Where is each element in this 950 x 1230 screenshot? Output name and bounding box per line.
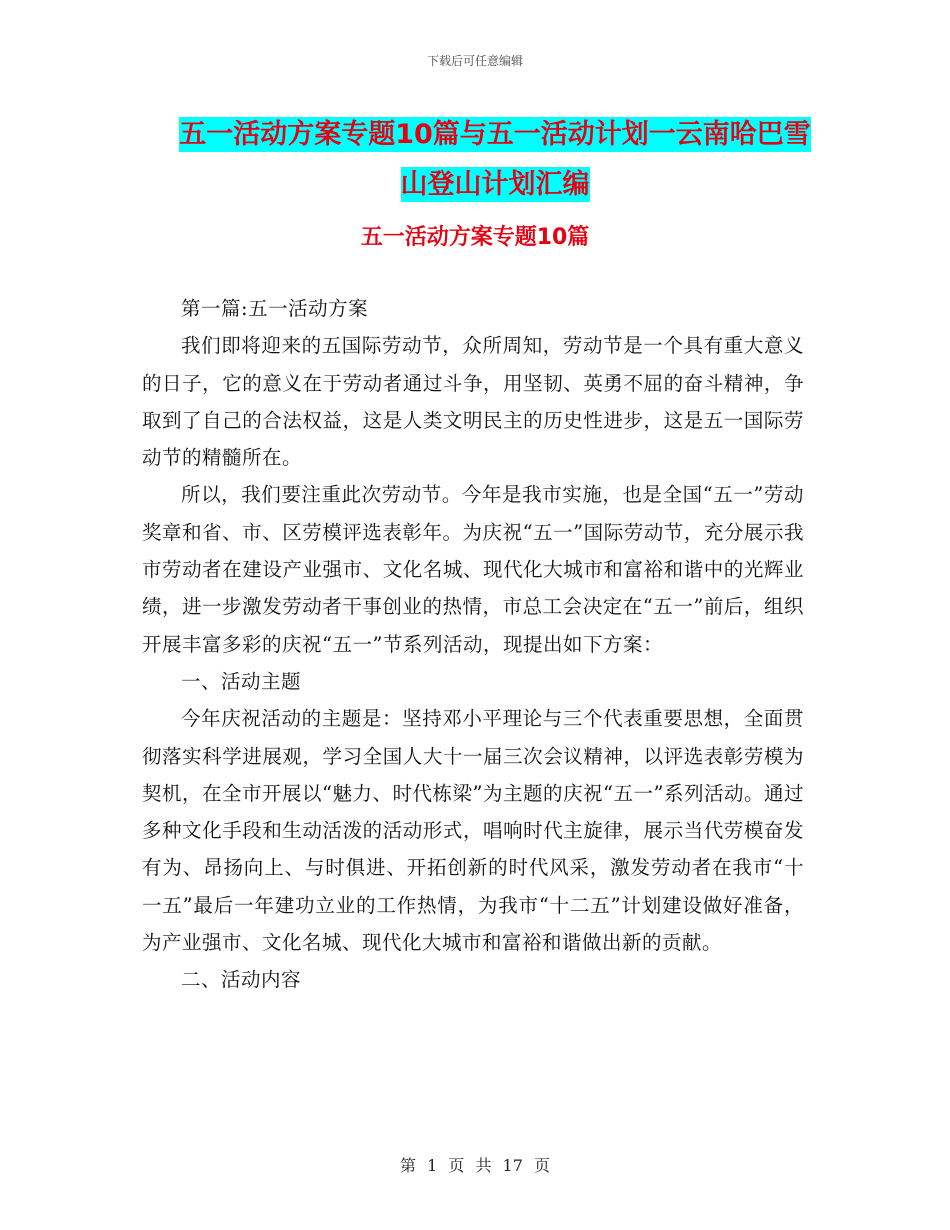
paragraph: 今年庆祝活动的主题是：坚持邓小平理论与三个代表重要思想，全面贯彻落实科学进展观，学习全国人大十一届三次会议精神，以评选表彰劳模为契机，在全市开展以“魅力、时代栋梁”为主题的庆祝“五一”系列活动。通过多种文化手段和生动活泼的活动形式，唱响时代主旋律，展示当代劳模奋发有为、昂扬向上、与时俱进、开拓创新的时代风采，激发劳动者在我市“十一五”最后一年建功立业的工作热情，为我市“十二五”计划建设做好准备，为产业强市、文化名城、现代化大城市和富裕和谐做出新的贡献。: [142, 707, 804, 955]
title-line-1: 五一活动方案专题10篇与五一活动计划一云南哈巴雪: [179, 119, 811, 150]
title-line-2: 山登山计划汇编: [400, 169, 590, 200]
header-note: 下载后可任意编辑: [426, 54, 523, 68]
document-body: [142, 290, 804, 999]
paragraph: 所以，我们要注重此次劳动节。今年是我市实施，也是全国“五一”劳动奖章和省、市、区劳模评选表彰年。为庆祝“五一”国际劳动节，充分展示我市劳动者在建设产业强市、文化名城、现代化大城市和富裕和谐中的光辉业绩，进一步激发劳动者干事创业的热情，市总工会决定在“五一”前后，组织开展丰富多彩的庆祝“五一”节系列活动，现提出如下方案：: [142, 483, 804, 656]
page-footer: 第 1 页 共 17 页: [400, 1156, 550, 1175]
document-title: [140, 110, 850, 210]
paragraph-heading: 二、活动内容: [181, 968, 302, 992]
paragraph: 我们即将迎来的五国际劳动节，众所周知，劳动节是一个具有重大意义的日子，它的意义在于劳动者通过斗争，用坚韧、英勇不屈的奋斗精神，争取到了自己的合法权益，这是人类文明民主的历史性进步，这是五一国际劳动节的精髓所在。: [142, 334, 804, 470]
paragraph-subtitle: 第一篇:五一活动方案: [181, 297, 369, 320]
section-title: 五一活动方案专题10篇: [360, 225, 590, 250]
paragraph-heading: 一、活动主题: [181, 669, 302, 693]
